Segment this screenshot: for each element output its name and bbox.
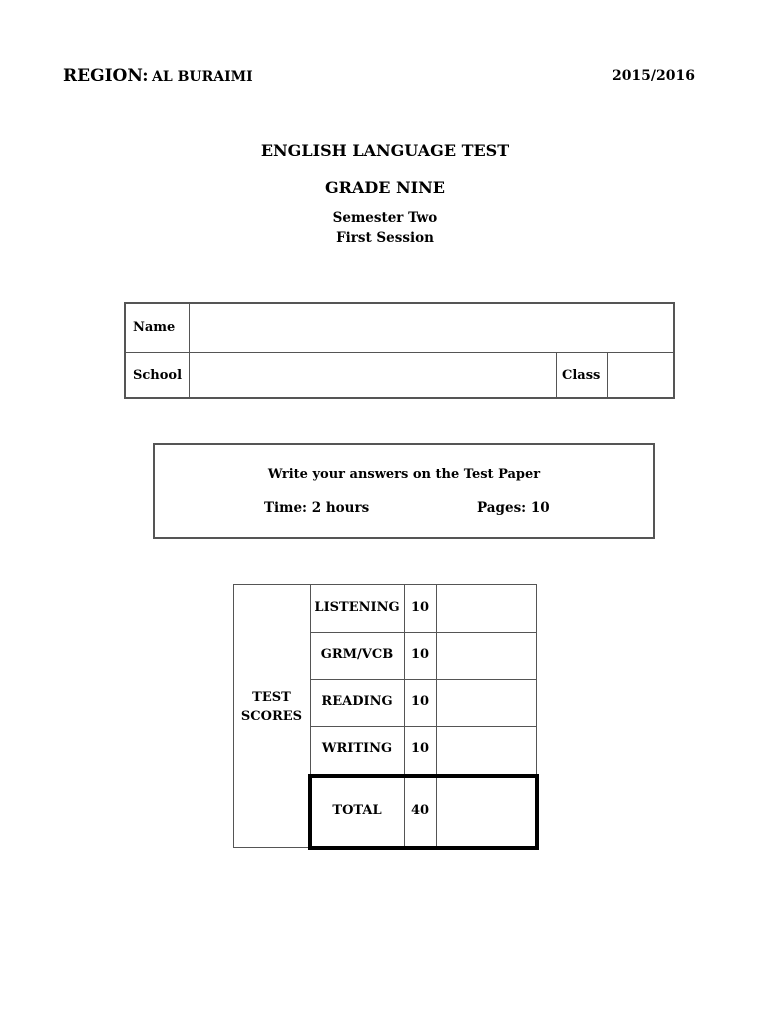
max-total: 40 [410, 803, 430, 818]
school-label: School [133, 368, 183, 383]
instructions-box [153, 443, 655, 539]
section-reading: READING [321, 694, 393, 709]
test-scores-line1: TEST [252, 690, 291, 705]
test-title: ENGLISH LANGUAGE TEST [260, 141, 510, 160]
region-label: REGION: [63, 66, 149, 86]
grade-title: GRADE NINE [325, 178, 445, 197]
class-label: Class [562, 368, 601, 383]
section-writing: WRITING [321, 741, 393, 756]
max-writing: 10 [410, 741, 430, 756]
pages-label: Pages: 10 [477, 500, 550, 516]
name-label: Name [133, 320, 176, 335]
scores-table [233, 584, 537, 848]
test-scores-line2: SCORES [240, 709, 303, 724]
max-listening: 10 [410, 600, 430, 615]
section-grm-vcb: GRM/VCB [320, 647, 394, 662]
max-reading: 10 [410, 694, 430, 709]
section-total: TOTAL [332, 803, 382, 818]
max-grm-vcb: 10 [410, 647, 430, 662]
region-value: AL BURAIMI [152, 69, 253, 85]
student-info-box [124, 302, 675, 399]
instructions-text: Write your answers on the Test Paper [267, 467, 541, 482]
section-listening: LISTENING [314, 600, 400, 615]
test-scores-label [233, 688, 310, 726]
academic-year: 2015/2016 [611, 68, 695, 84]
semester-label: Semester Two [332, 210, 438, 226]
time-label: Time: 2 hours [264, 500, 370, 516]
session-label: First Session [336, 230, 434, 246]
